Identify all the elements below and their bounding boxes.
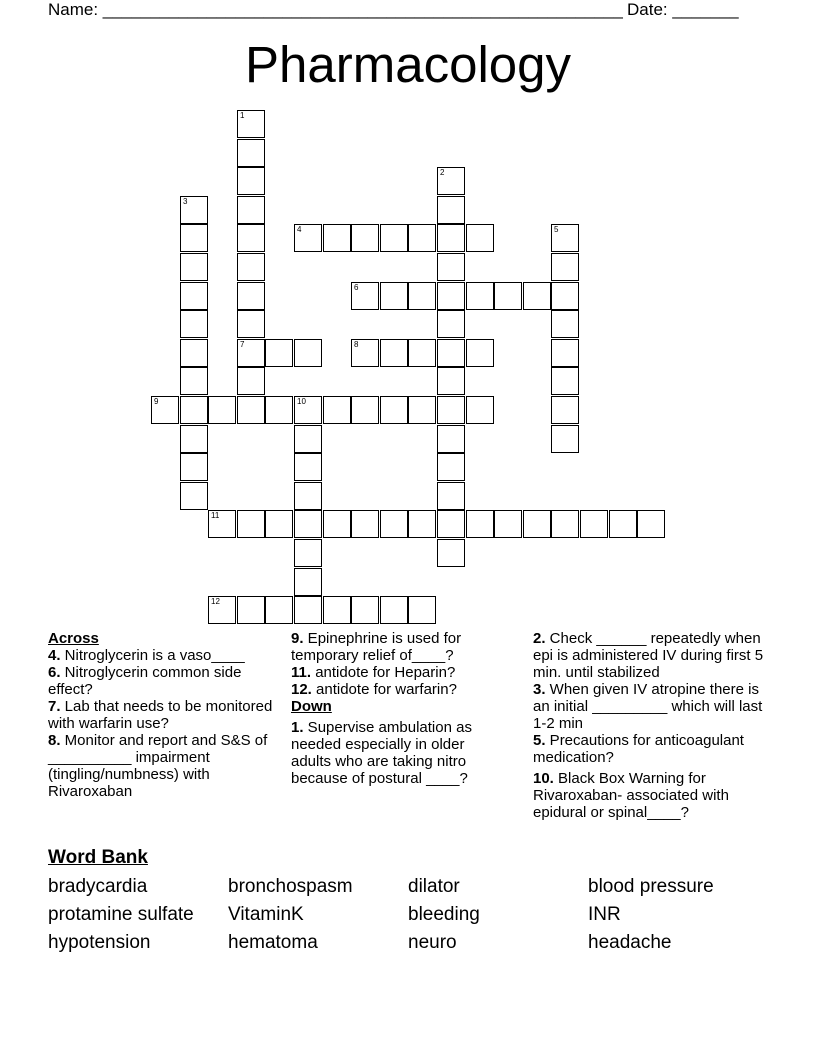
crossword-cell[interactable] (351, 282, 379, 310)
crossword-cell[interactable] (408, 224, 436, 252)
crossword-cell[interactable] (380, 510, 408, 538)
crossword-cell[interactable] (466, 510, 494, 538)
crossword-cell[interactable] (523, 282, 551, 310)
crossword-cell[interactable] (237, 510, 265, 538)
crossword-cell[interactable] (380, 224, 408, 252)
clue-number-label: 3 (183, 197, 188, 206)
crossword-cell[interactable] (323, 396, 351, 424)
crossword-cell[interactable] (351, 596, 379, 624)
word-bank-item: neuro (408, 932, 457, 953)
clue-number-label: 8 (354, 340, 359, 349)
clue-across-7: 7. Lab that needs to be monitored with warfarin use? (48, 698, 273, 732)
crossword-cell[interactable] (494, 510, 522, 538)
crossword-cell[interactable] (380, 396, 408, 424)
crossword-cell[interactable] (580, 510, 608, 538)
crossword-cell[interactable] (437, 224, 465, 252)
crossword-cell[interactable] (151, 396, 179, 424)
crossword-cell[interactable] (609, 510, 637, 538)
clue-number-label: 10 (297, 397, 306, 406)
crossword-cell[interactable] (437, 196, 465, 224)
clue-number-label: 11 (211, 511, 220, 520)
crossword-cell[interactable] (408, 596, 436, 624)
crossword-cell[interactable] (551, 253, 579, 281)
crossword-cell[interactable] (237, 196, 265, 224)
across-heading: Across (48, 630, 99, 647)
crossword-cell[interactable] (294, 224, 322, 252)
word-bank-item: headache (588, 932, 672, 953)
date-line[interactable]: Date: _______ (627, 0, 739, 19)
clue-number-label: 4 (297, 225, 302, 234)
crossword-cell[interactable] (380, 596, 408, 624)
down-heading: Down (291, 698, 332, 715)
crossword-cell[interactable] (237, 139, 265, 167)
word-bank-title: Word Bank (48, 847, 148, 868)
crossword-cell[interactable] (466, 396, 494, 424)
crossword-cell[interactable] (265, 339, 293, 367)
crossword-cell[interactable] (408, 282, 436, 310)
crossword-cell[interactable] (180, 425, 208, 453)
crossword-cell[interactable] (294, 539, 322, 567)
crossword-cell[interactable] (437, 339, 465, 367)
crossword-cell[interactable] (180, 253, 208, 281)
crossword-cell[interactable] (180, 482, 208, 510)
word-bank-item: INR (588, 904, 621, 925)
crossword-cell[interactable] (551, 367, 579, 395)
crossword-cell[interactable] (551, 339, 579, 367)
crossword-cell[interactable] (437, 282, 465, 310)
crossword-cell[interactable] (294, 396, 322, 424)
crossword-cell[interactable] (237, 367, 265, 395)
clue-down-5: 5. Precautions for anticoagulant medication? (533, 732, 744, 766)
crossword-cell[interactable] (294, 482, 322, 510)
crossword-cell[interactable] (494, 282, 522, 310)
crossword-cell[interactable] (437, 310, 465, 338)
word-bank-item: hematoma (228, 932, 318, 953)
crossword-cell[interactable] (208, 596, 236, 624)
crossword-cell[interactable] (294, 339, 322, 367)
crossword-cell[interactable] (180, 339, 208, 367)
word-bank-item: dilator (408, 876, 460, 897)
crossword-cell[interactable] (323, 224, 351, 252)
crossword-cell[interactable] (408, 396, 436, 424)
word-bank-item: bleeding (408, 904, 480, 925)
crossword-cell[interactable] (437, 539, 465, 567)
crossword-cell[interactable] (323, 596, 351, 624)
crossword-cell[interactable] (294, 568, 322, 596)
clue-across-8: 8. Monitor and report and S&S of __________ impairment (tingling/numbness) with Rivaroxaban (48, 732, 268, 800)
crossword-cell[interactable] (351, 339, 379, 367)
crossword-cell[interactable] (294, 596, 322, 624)
crossword-cell[interactable] (466, 339, 494, 367)
clue-down-10: 10. Black Box Warning for Rivaroxaban- associated with epidural or spinal____? (533, 770, 729, 821)
clue-number-label: 7 (240, 340, 245, 349)
clues-across-column (48, 630, 276, 800)
crossword-cell[interactable] (237, 282, 265, 310)
crossword-cell[interactable] (437, 167, 465, 195)
crossword-cell[interactable] (208, 510, 236, 538)
word-bank-item: blood pressure (588, 876, 714, 897)
crossword-cell[interactable] (637, 510, 665, 538)
crossword-cell[interactable] (180, 367, 208, 395)
crossword-cell[interactable] (294, 510, 322, 538)
crossword-cell[interactable] (437, 396, 465, 424)
clue-down-2: 2. Check ______ repeatedly when epi is administered IV during first 5 min. until stabilized (533, 630, 764, 681)
crossword-cell[interactable] (351, 224, 379, 252)
crossword-cell[interactable] (208, 396, 236, 424)
clue-number-label: 1 (240, 111, 245, 120)
clue-down-3: 3. When given IV atropine there is an initial _________ which will last 1-2 min (533, 681, 763, 732)
crossword-cell[interactable] (437, 425, 465, 453)
crossword-cell[interactable] (551, 310, 579, 338)
crossword-cell[interactable] (437, 367, 465, 395)
crossword-cell[interactable] (408, 339, 436, 367)
crossword-cell[interactable] (380, 282, 408, 310)
crossword-cell[interactable] (551, 396, 579, 424)
clues-middle-column (291, 630, 506, 787)
word-bank-item: protamine sulfate (48, 904, 194, 925)
crossword-cell[interactable] (351, 396, 379, 424)
clue-number-label: 6 (354, 283, 359, 292)
clue-number-label: 12 (211, 597, 220, 606)
crossword-cell[interactable] (437, 510, 465, 538)
crossword-cell[interactable] (237, 339, 265, 367)
word-bank-item: bradycardia (48, 876, 148, 897)
clue-across-4: 4. Nitroglycerin is a vaso____ (48, 647, 245, 664)
crossword-cell[interactable] (237, 596, 265, 624)
crossword-cell[interactable] (180, 453, 208, 481)
clue-across-11: 11. antidote for Heparin? (291, 664, 456, 681)
crossword-cell[interactable] (237, 396, 265, 424)
crossword-cell[interactable] (180, 282, 208, 310)
crossword-cell[interactable] (265, 396, 293, 424)
crossword-cell[interactable] (180, 196, 208, 224)
clues-down-column (533, 630, 765, 821)
crossword-cell[interactable] (437, 482, 465, 510)
clue-number-label: 5 (554, 225, 559, 234)
crossword-cell[interactable] (180, 396, 208, 424)
crossword-cell[interactable] (237, 253, 265, 281)
clue-number-label: 9 (154, 397, 159, 406)
crossword-cell[interactable] (408, 510, 436, 538)
crossword-cell[interactable] (294, 453, 322, 481)
word-bank-item: bronchospasm (228, 876, 353, 897)
crossword-cell[interactable] (437, 253, 465, 281)
crossword-cell[interactable] (180, 310, 208, 338)
crossword-cell[interactable] (523, 510, 551, 538)
crossword-cell[interactable] (180, 224, 208, 252)
crossword-cell[interactable] (265, 510, 293, 538)
crossword-cell[interactable] (351, 510, 379, 538)
page-title: Pharmacology (245, 36, 571, 93)
crossword-cell[interactable] (551, 425, 579, 453)
crossword-cell[interactable] (466, 282, 494, 310)
crossword-cell[interactable] (466, 224, 494, 252)
crossword-cell[interactable] (551, 282, 579, 310)
crossword-cell[interactable] (237, 224, 265, 252)
clue-number-label: 2 (440, 168, 445, 177)
crossword-cell[interactable] (380, 339, 408, 367)
crossword-cell[interactable] (237, 167, 265, 195)
name-line[interactable]: Name: _______________________________________________________ (48, 0, 623, 19)
crossword-cell[interactable] (237, 110, 265, 138)
crossword-cell[interactable] (237, 310, 265, 338)
clue-across-12: 12. antidote for warfarin? (291, 681, 457, 698)
crossword-cell[interactable] (265, 596, 293, 624)
clue-across-6: 6. Nitroglycerin common side effect? (48, 664, 242, 698)
word-bank-item: VitaminK (228, 904, 304, 925)
clue-across-9: 9. Epinephrine is used for temporary relief of____? (291, 630, 462, 664)
crossword-cell[interactable] (294, 425, 322, 453)
crossword-cell[interactable] (551, 224, 579, 252)
clue-down-1: 1. Supervise ambulation as needed especially in older adults who are taking nitro because of postural ____? (291, 719, 472, 787)
crossword-cell[interactable] (323, 510, 351, 538)
crossword-cell[interactable] (551, 510, 579, 538)
crossword-cell[interactable] (437, 453, 465, 481)
word-bank-item: hypotension (48, 932, 151, 953)
